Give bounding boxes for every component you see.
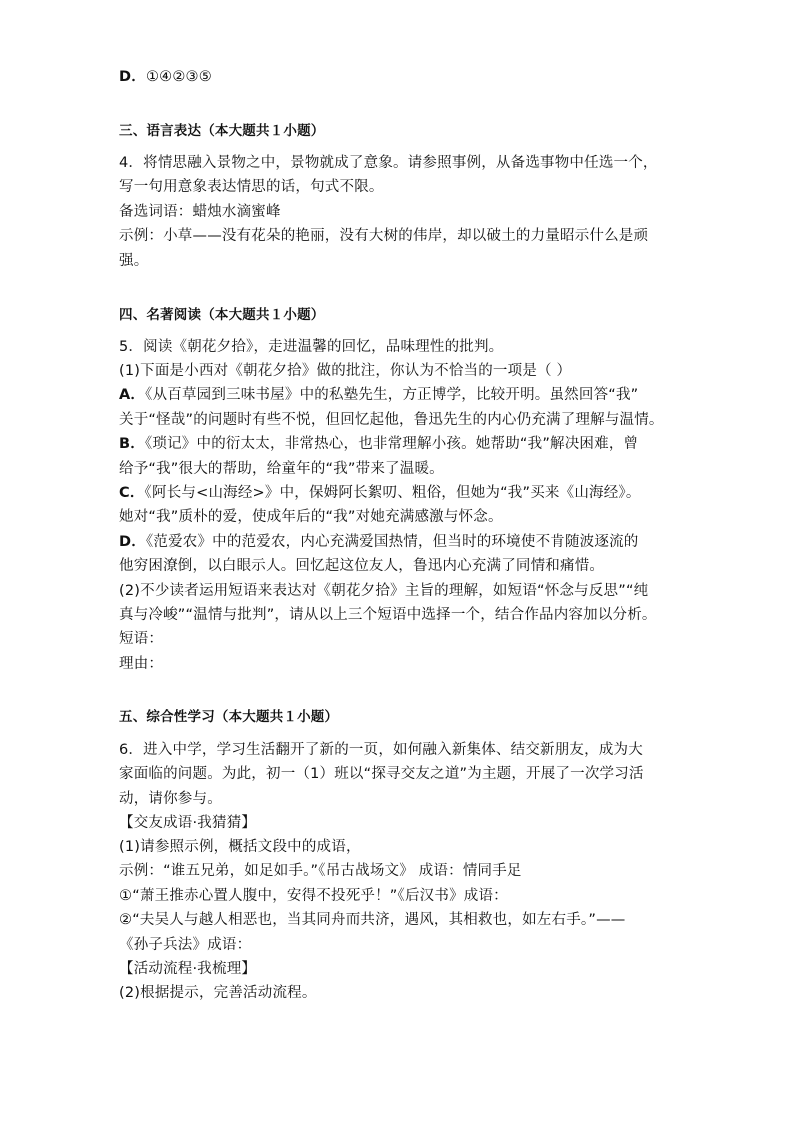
q5-reason-label: 理由： [119, 656, 164, 672]
q5-option-a-line-2: 关于“怪哉”的问题时有些不悦，但回忆起他，鲁迅先生的内心仍充满了理解与温情。 [119, 412, 664, 428]
option-letter: D． [119, 69, 146, 85]
option-letter: B． [119, 436, 145, 452]
q6-bracket-heading-2: 【活动流程·我梳理】 [119, 961, 257, 977]
option-text: 《范爱农》中的范爱农，内心充满爱国热情，但当时的环境使不肯随波逐流的 [145, 534, 639, 550]
option-text: 《琐记》中的衍太太，非常热心，也非常理解小孩。她帮助“我”解决困难，曾 [144, 436, 639, 452]
q5-sub-2-line-1: (2)不少读者运用短语来表达对《朝花夕拾》主旨的理解，如短语“怀念与反思”“纯 [119, 583, 649, 599]
option-text: 《阿长与<山海经>》中，保姆阿长絮叨、粗俗，但她为“我”买来《山海经》。 [144, 485, 641, 501]
q6-line-2: 家面临的问题。为此，初一（1）班以“探寻交友之道”为主题，开展了一次学习活 [119, 766, 644, 782]
q6-line-1: 6．进入中学，学习生活翻开了新的一页，如何融入新集体、结交新朋友，成为大 [119, 742, 643, 758]
q4-example-2: 强。 [119, 253, 149, 269]
q4-words: 备选词语：蜡烛水滴蜜峰 [119, 204, 281, 220]
option-letter: C． [119, 485, 145, 501]
option-letter: A． [119, 387, 146, 403]
section-heading-comprehensive: 五、综合性学习（本大题共１小题） [119, 709, 339, 725]
q6-line-3: 动，请你参与。 [119, 791, 222, 807]
q6-item-2-line-2: 《孙子兵法》成语： [119, 937, 252, 953]
q5-option-c-line-1 [119, 482, 641, 504]
q5-option-d-line-2: 他穷困潦倒，以白眼示人。回忆起这位友人，鲁迅内心充满了同情和痛惜。 [119, 558, 605, 574]
q5-sub-1: (1)下面是小西对《朝花夕拾》做的批注，你认为不恰当的一项是（ ） [119, 363, 572, 379]
q3-option-d [119, 66, 212, 88]
q4-example-1: 示例：小草——没有花朵的艳丽，没有大树的伟岸，却以破土的力量昭示什么是顽 [119, 228, 649, 244]
q4-line-2: 写一句用意象表达情思的话，句式不限。 [119, 179, 384, 195]
q5-option-b-line-1 [119, 433, 638, 455]
q5-option-b-line-2: 给予“我”很大的帮助，给童年的“我”带来了温暖。 [119, 461, 444, 477]
option-letter: D． [119, 534, 146, 550]
q6-sub-2: (2)根据提示，完善活动流程。 [119, 985, 317, 1001]
q5-option-a-line-1 [119, 384, 638, 406]
q6-bracket-heading-1: 【交友成语·我猜猜】 [119, 815, 257, 831]
q5-intro: 5．阅读《朝花夕拾》，走进温馨的回忆，品味理性的批判。 [119, 339, 504, 355]
q6-example: 示例：“谁五兄弟，如足如手。”《吊古战场文》 成语：情同手足 [119, 863, 522, 879]
q6-sub-1: (1)请参照示例，概括文段中的成语， [119, 839, 361, 855]
q5-phrase-label: 短语： [119, 631, 164, 647]
section-heading-language: 三、语言表达（本大题共１小题） [119, 123, 325, 139]
q6-item-2-line-1: ②“夫吴人与越人相恶也，当其同舟而共济，遇风，其相救也，如左右手。”—— [119, 912, 626, 928]
q6-item-1: ①“萧王推赤心置人腹中，安得不投死乎！”《后汉书》成语： [119, 888, 508, 904]
q5-option-c-line-2: 她对“我”质朴的爱，使成年后的“我”对她充满感激与怀念。 [119, 509, 503, 525]
option-text: ①④②③⑤ [145, 69, 212, 85]
section-heading-reading: 四、名著阅读（本大题共１小题） [119, 307, 325, 323]
q5-sub-2-line-2: 真与冷峻”“温情与批判”，请从以上三个短语中选择一个，结合作品内容加以分析。 [119, 607, 657, 623]
q4-line-1: 4．将情思融入景物之中，景物就成了意象。请参照事例，从备选事物中任选一个， [119, 155, 658, 171]
q5-option-d-line-1 [119, 531, 638, 553]
option-text: 《从百草园到三味书屋》中的私塾先生，方正博学，比较开明。虽然回答“我” [145, 387, 639, 403]
